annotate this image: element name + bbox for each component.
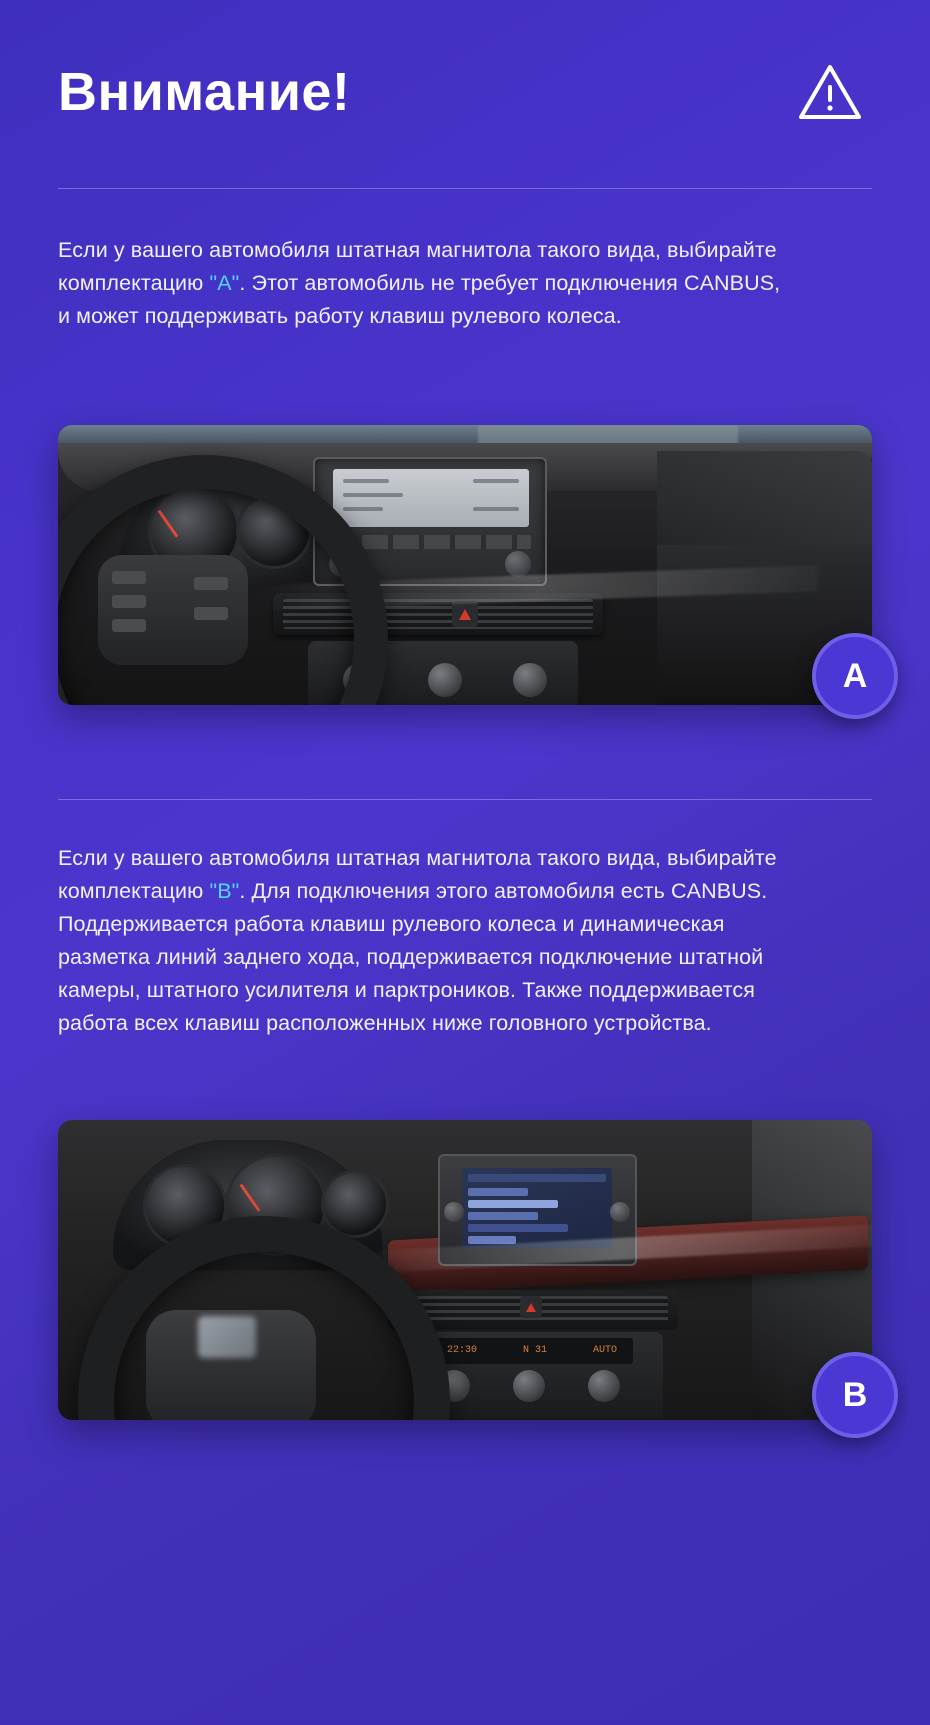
section-b-text-rest: . Для подключения этого автомобиля есть CANBUS. Поддерживается работа клавиш рулевого колеса и динамическая разметка линий заднего хода, поддерживается подключение штатной камеры, штатного усилителя и парктроников. Также поддерживается работа всех клавиш расположенных ниже головного устройства. [58,879,768,1035]
badge-option-b: B [812,1352,898,1438]
section-a-photo-wrap [58,425,872,705]
section-a-photo [58,425,872,705]
badge-option-a: A [812,633,898,719]
page-header [58,0,872,140]
section-a-option-label: "A" [209,271,240,295]
header-divider [58,188,872,189]
section-a-text [58,234,788,333]
page-title: Внимание! [58,62,351,122]
section-b-photo: 22:30 N 31 AUTO [58,1120,872,1420]
section-b-text-lead: Если у вашего автомобиля штатная магнитола такого вида, выбирайте комплектацию [58,846,777,903]
section-b-text [58,842,798,1040]
section-divider [58,799,872,800]
section-b-option-label: "B" [209,879,240,903]
section-a-text-lead: Если у вашего автомобиля штатная магнитола такого вида, выбирайте комплектацию [58,238,777,295]
warning-triangle-icon [798,63,862,121]
section-b-photo-wrap [58,1120,872,1420]
section-a-text-rest: . Этот автомобиль не требует подключения CANBUS, и может поддерживать работу клавиш рулевого колеса. [58,271,781,328]
